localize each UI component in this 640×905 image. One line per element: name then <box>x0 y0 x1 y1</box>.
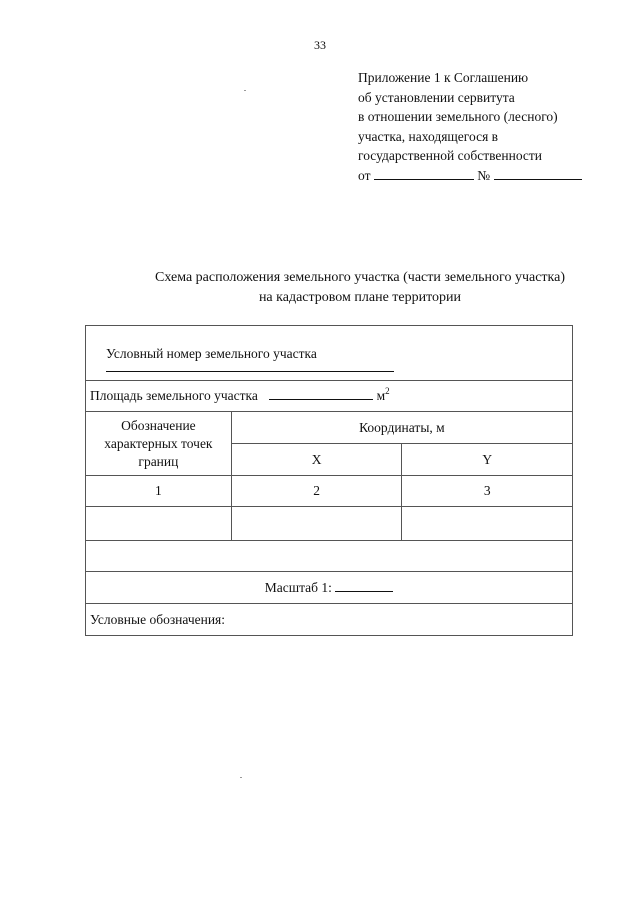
scale-label: Масштаб 1: <box>264 579 332 595</box>
coordinates-header: Координаты, м <box>231 412 572 444</box>
conditional-number-label: Условный номер земельного участка <box>106 346 317 361</box>
area-cell <box>86 381 573 412</box>
y-header: Y <box>402 444 573 476</box>
legend-label: Условные обозначения: <box>86 604 573 636</box>
appendix-line: Приложение 1 к Соглашению <box>358 70 529 85</box>
area-unit-exponent: 2 <box>385 386 390 396</box>
scale-cell <box>86 572 573 604</box>
designation-header: Обозначение характерных точек границ <box>86 412 232 476</box>
column-number-2: 2 <box>231 476 402 507</box>
area-blank-line <box>269 388 373 400</box>
date-blank-line <box>374 168 474 180</box>
date-prefix: от <box>358 167 371 183</box>
empty-cell <box>402 507 573 541</box>
appendix-date-line <box>358 166 598 186</box>
column-number-1: 1 <box>86 476 232 507</box>
x-header: X <box>231 444 402 476</box>
title-line-2: на кадастровом плане территории <box>258 290 462 305</box>
appendix-line: государственной собственности <box>358 148 543 163</box>
scan-speck <box>240 777 242 778</box>
blank-row <box>86 541 573 572</box>
scan-speck <box>244 90 246 91</box>
area-unit: м <box>376 388 386 403</box>
empty-cell <box>86 507 232 541</box>
appendix-line: об установлении сервитута <box>358 89 515 105</box>
scheme-table <box>85 325 573 636</box>
conditional-number-blank-line <box>106 367 394 372</box>
conditional-number-cell <box>86 326 573 381</box>
appendix-line: в отношении земельного (лесного) <box>358 109 558 124</box>
number-sign: № <box>477 167 491 183</box>
page-number: 33 <box>314 38 326 52</box>
appendix-line: участка, находящегося в <box>358 128 499 144</box>
scale-blank-line <box>335 580 393 592</box>
title-line-1: Схема расположения земельного участка (части земельного участка) <box>154 270 565 285</box>
document-title <box>60 268 640 308</box>
area-label: Площадь земельного участка <box>90 388 258 403</box>
number-blank-line <box>494 168 582 180</box>
empty-cell <box>231 507 402 541</box>
appendix-block <box>358 68 598 185</box>
column-number-3: 3 <box>402 476 573 507</box>
area-row <box>86 388 572 404</box>
